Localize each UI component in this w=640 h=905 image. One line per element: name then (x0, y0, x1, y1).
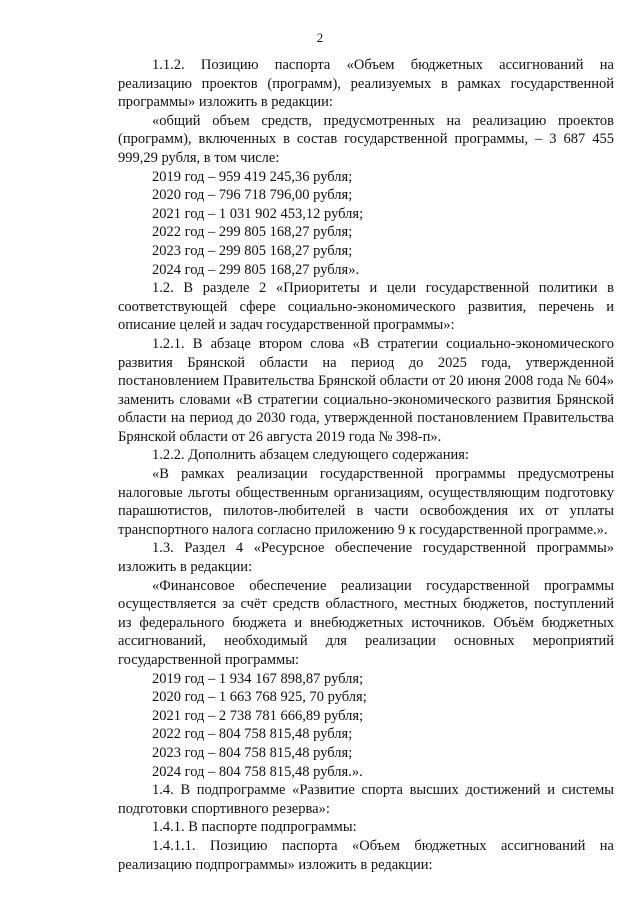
funding-line-2023: 2023 год – 299 805 168,27 рубля; (152, 242, 353, 259)
paragraph-1-4: 1.4. В подпрограмме «Развитие спорта высших достижений и системы подготовки спортивного резерва»: (118, 782, 614, 817)
paragraph-financial-support: «Финансовое обеспечение реализации государственной программы осуществляется за счёт средств областного, местных бюджетов, поступлений из федерального бюджета и внебюджетных источников. Объём бюджетных ассигнований, необходимый для реализации основных мероприятий государственной программы: (118, 577, 614, 668)
paragraph-1-1-2: 1.1.2. Позицию паспорта «Объем бюджетных ассигнований на реализацию проектов (программ), реализуемых в рамках государственной программы» изложить в редакции: (118, 57, 614, 111)
funding-line-2022: 2022 год – 299 805 168,27 рубля; (152, 224, 353, 241)
page-number: 2 (316, 30, 324, 45)
paragraph-1-2-2: 1.2.2. Дополнить абзацем следующего содержания: (152, 447, 469, 464)
paragraph-1-4-1-1: 1.4.1.1. Позицию паспорта «Объем бюджетных ассигнований на реализацию подпрограммы» изложить в редакции: (118, 837, 614, 873)
budget-line-2022: 2022 год – 804 758 815,48 рубля; (152, 726, 353, 743)
paragraph-tax-benefits: «В рамках реализации государственной программы предусмотрены налоговые льготы общественным организациям, осуществляющим подготовку парашютистов, пилотов-любителей в части освобождения их от уплаты транспортного налога согласно приложению 9 к государственной программе.». (118, 466, 614, 538)
funding-line-2021: 2021 год – 1 031 902 453,12 рубля; (152, 205, 364, 222)
paragraph-1-2: 1.2. В разделе 2 «Приоритеты и цели государственной политики в соответствующей сфере социально-экономического развития, перечень и описание целей и задач государственной программы»: (118, 280, 614, 334)
budget-line-2021: 2021 год – 2 738 781 666,89 рубля; (152, 707, 364, 724)
paragraph-1-4-1: 1.4.1. В паспорте подпрограммы: (152, 819, 357, 836)
funding-line-2024: 2024 год – 299 805 168,27 рубля». (152, 261, 360, 278)
document-body (118, 56, 614, 874)
paragraph-total-projects-funding: «общий объем средств, предусмотренных на реализацию проектов (программ), включенных в состав государственной программы, – 3 687 455 999,29 рубля, в том числе: (118, 112, 614, 166)
budget-line-2020: 2020 год – 1 663 768 925, 70 рубля; (152, 689, 367, 706)
budget-line-2023: 2023 год – 804 758 815,48 рубля; (152, 744, 353, 761)
budget-line-2024: 2024 год – 804 758 815,48 рубля.». (152, 763, 363, 780)
funding-line-2020: 2020 год – 796 718 796,00 рубля; (152, 187, 353, 204)
budget-line-2019: 2019 год – 1 934 167 898,87 рубля; (152, 670, 364, 687)
paragraph-1-2-1: 1.2.1. В абзаце втором слова «В стратегии социально-экономического развития Брянской области на период до 2025 года, утвержденной постановлением Правительства Брянской области от 20 июня 2008 года № 604» заменить словами «В стратегии социально-экономического развития Брянской области на период до 2030 года, утвержденной постановлением Правительства Брянской области от 26 августа 2019 года № 398-п». (118, 335, 614, 445)
paragraph-1-3: 1.3. Раздел 4 «Ресурсное обеспечение государственной программы» изложить в редакции: (118, 540, 614, 576)
funding-line-2019: 2019 год – 959 419 245,36 рубля; (152, 168, 353, 185)
